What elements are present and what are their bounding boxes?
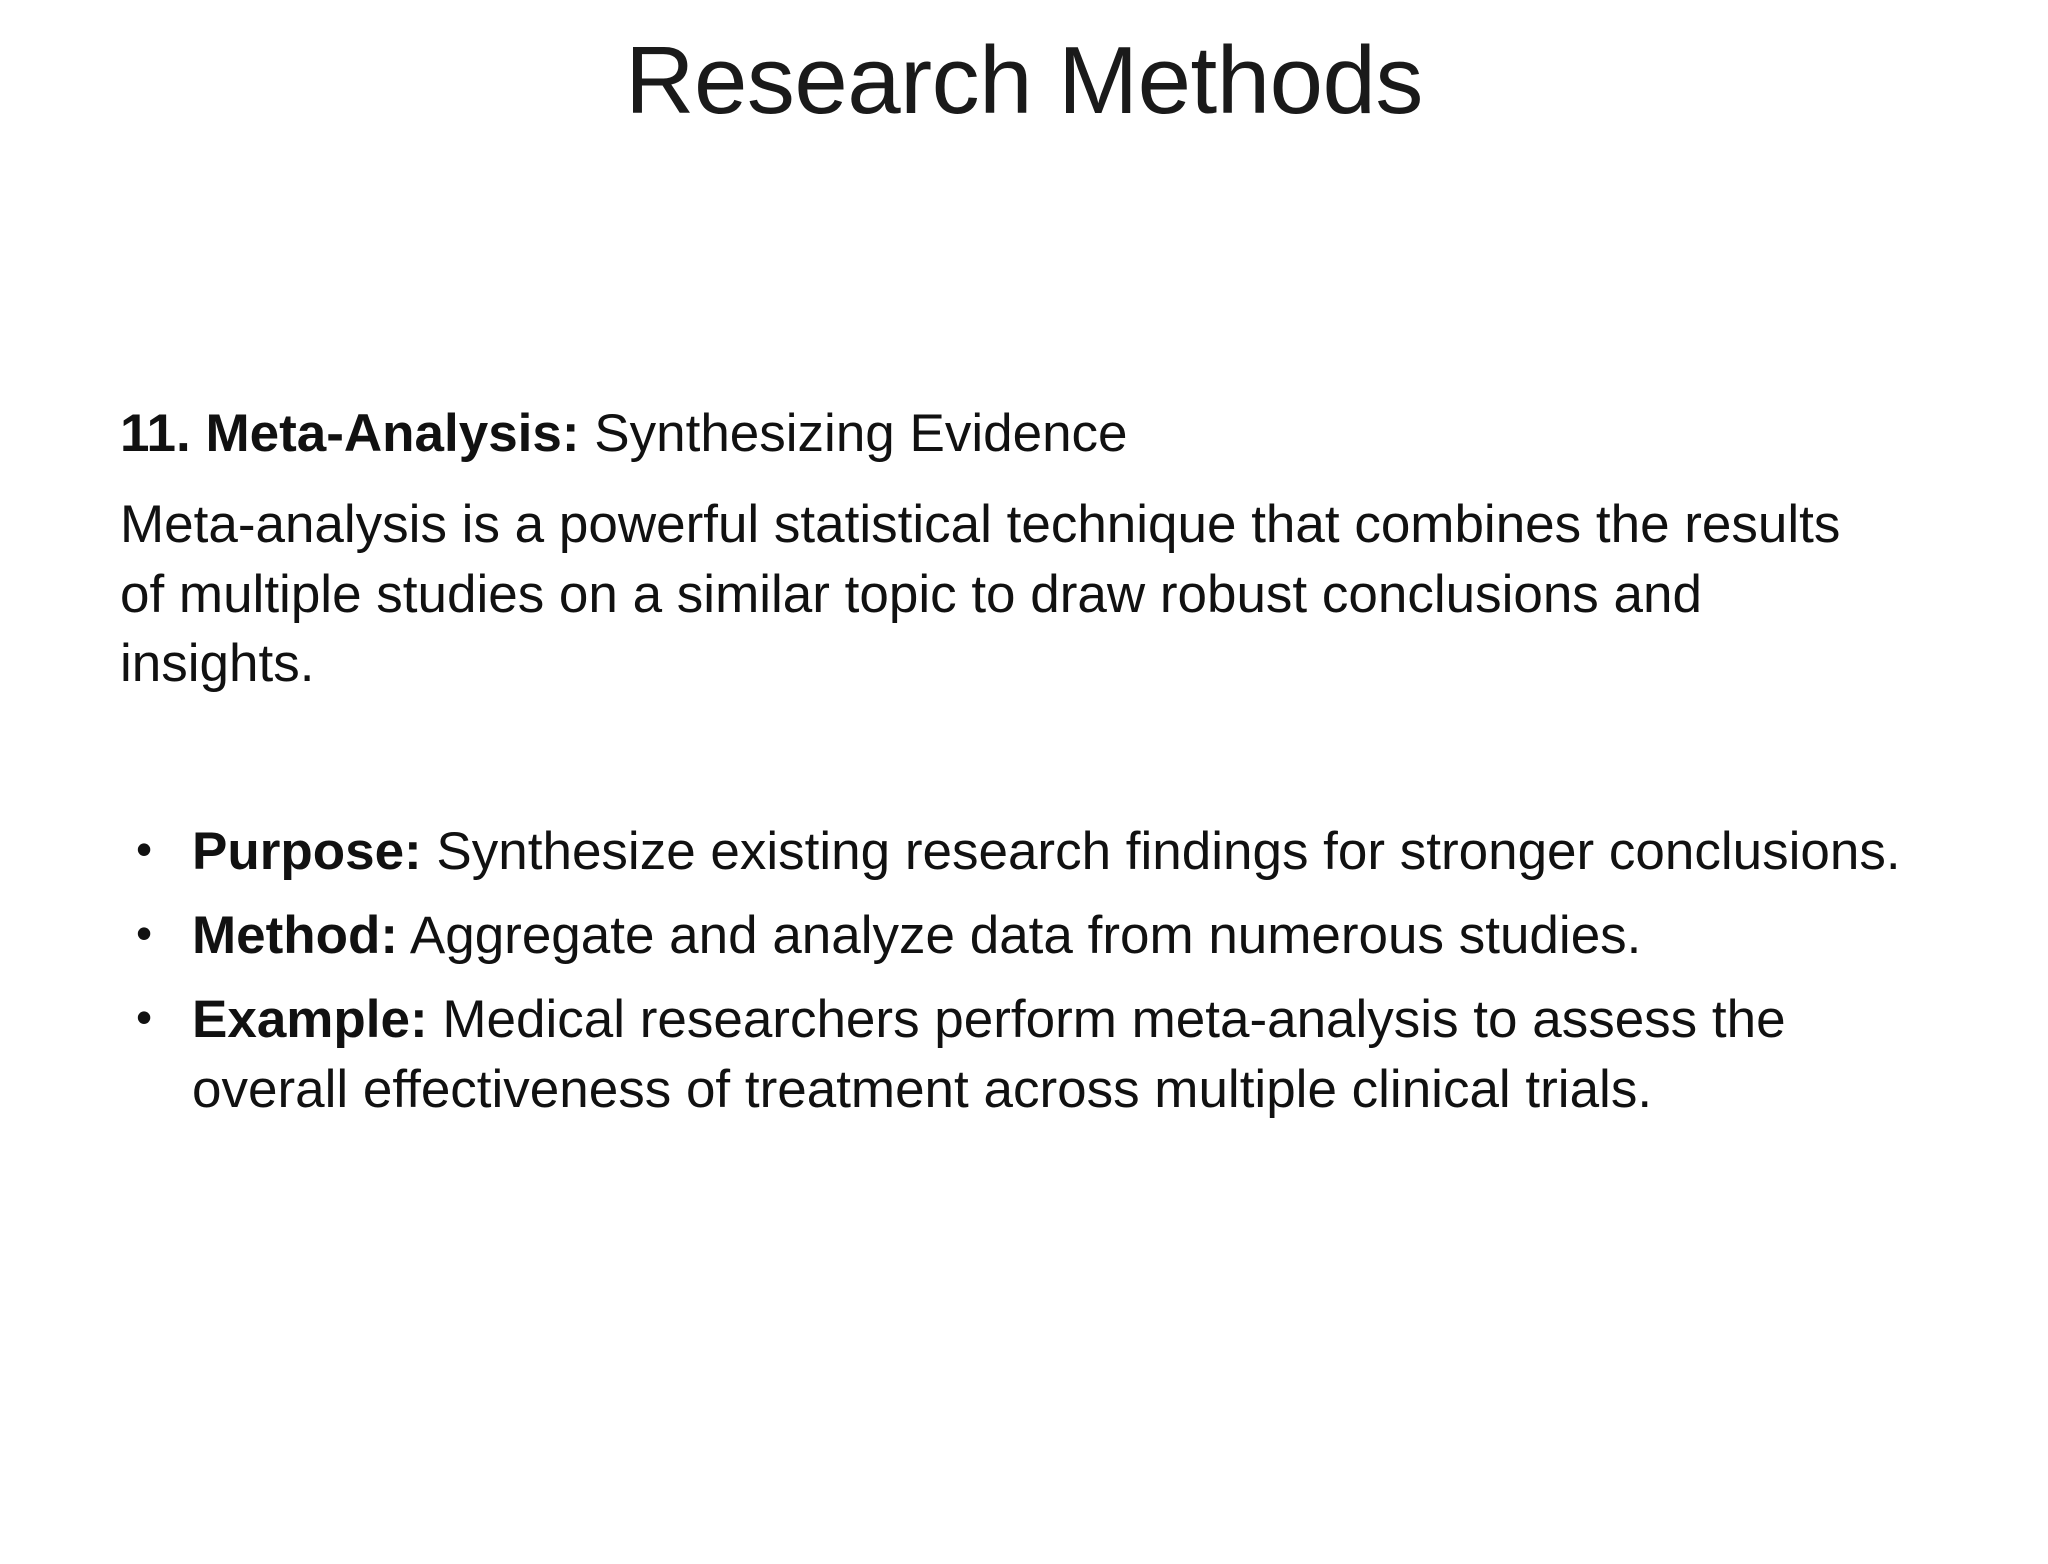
list-item-text: Medical researchers perform meta-analysis to assess the overall effectiveness of treatment across multiple clinical trials. bbox=[192, 990, 1786, 1120]
page-title: Research Methods bbox=[625, 27, 1423, 134]
vertical-spacer bbox=[120, 699, 1920, 817]
list-item bbox=[120, 817, 1920, 887]
list-item-label: Method: bbox=[192, 906, 399, 966]
bullet-dot-icon: • bbox=[136, 991, 153, 1044]
bullet-list bbox=[120, 817, 1920, 1125]
section-heading-label: 11. Meta-Analysis: bbox=[120, 404, 580, 463]
section-heading bbox=[120, 398, 1920, 470]
bullet-dot-icon: • bbox=[136, 907, 153, 960]
list-item bbox=[120, 901, 1920, 971]
list-item-label: Example: bbox=[192, 990, 428, 1050]
section-heading-text: Synthesizing Evidence bbox=[579, 404, 1128, 463]
slide-body bbox=[120, 398, 1920, 1139]
list-item bbox=[120, 985, 1920, 1125]
list-item-text: Synthesize existing research findings for stronger conclusions. bbox=[421, 822, 1901, 882]
slide bbox=[0, 28, 2048, 1564]
bullet-dot-icon: • bbox=[136, 823, 153, 876]
intro-paragraph: Meta-analysis is a powerful statistical technique that combines the results of multiple studies on a similar topic to draw robust conclusions and insights. bbox=[120, 494, 1841, 694]
list-item-label: Purpose: bbox=[192, 822, 422, 882]
list-item-text: Aggregate and analyze data from numerous studies. bbox=[398, 906, 1642, 966]
